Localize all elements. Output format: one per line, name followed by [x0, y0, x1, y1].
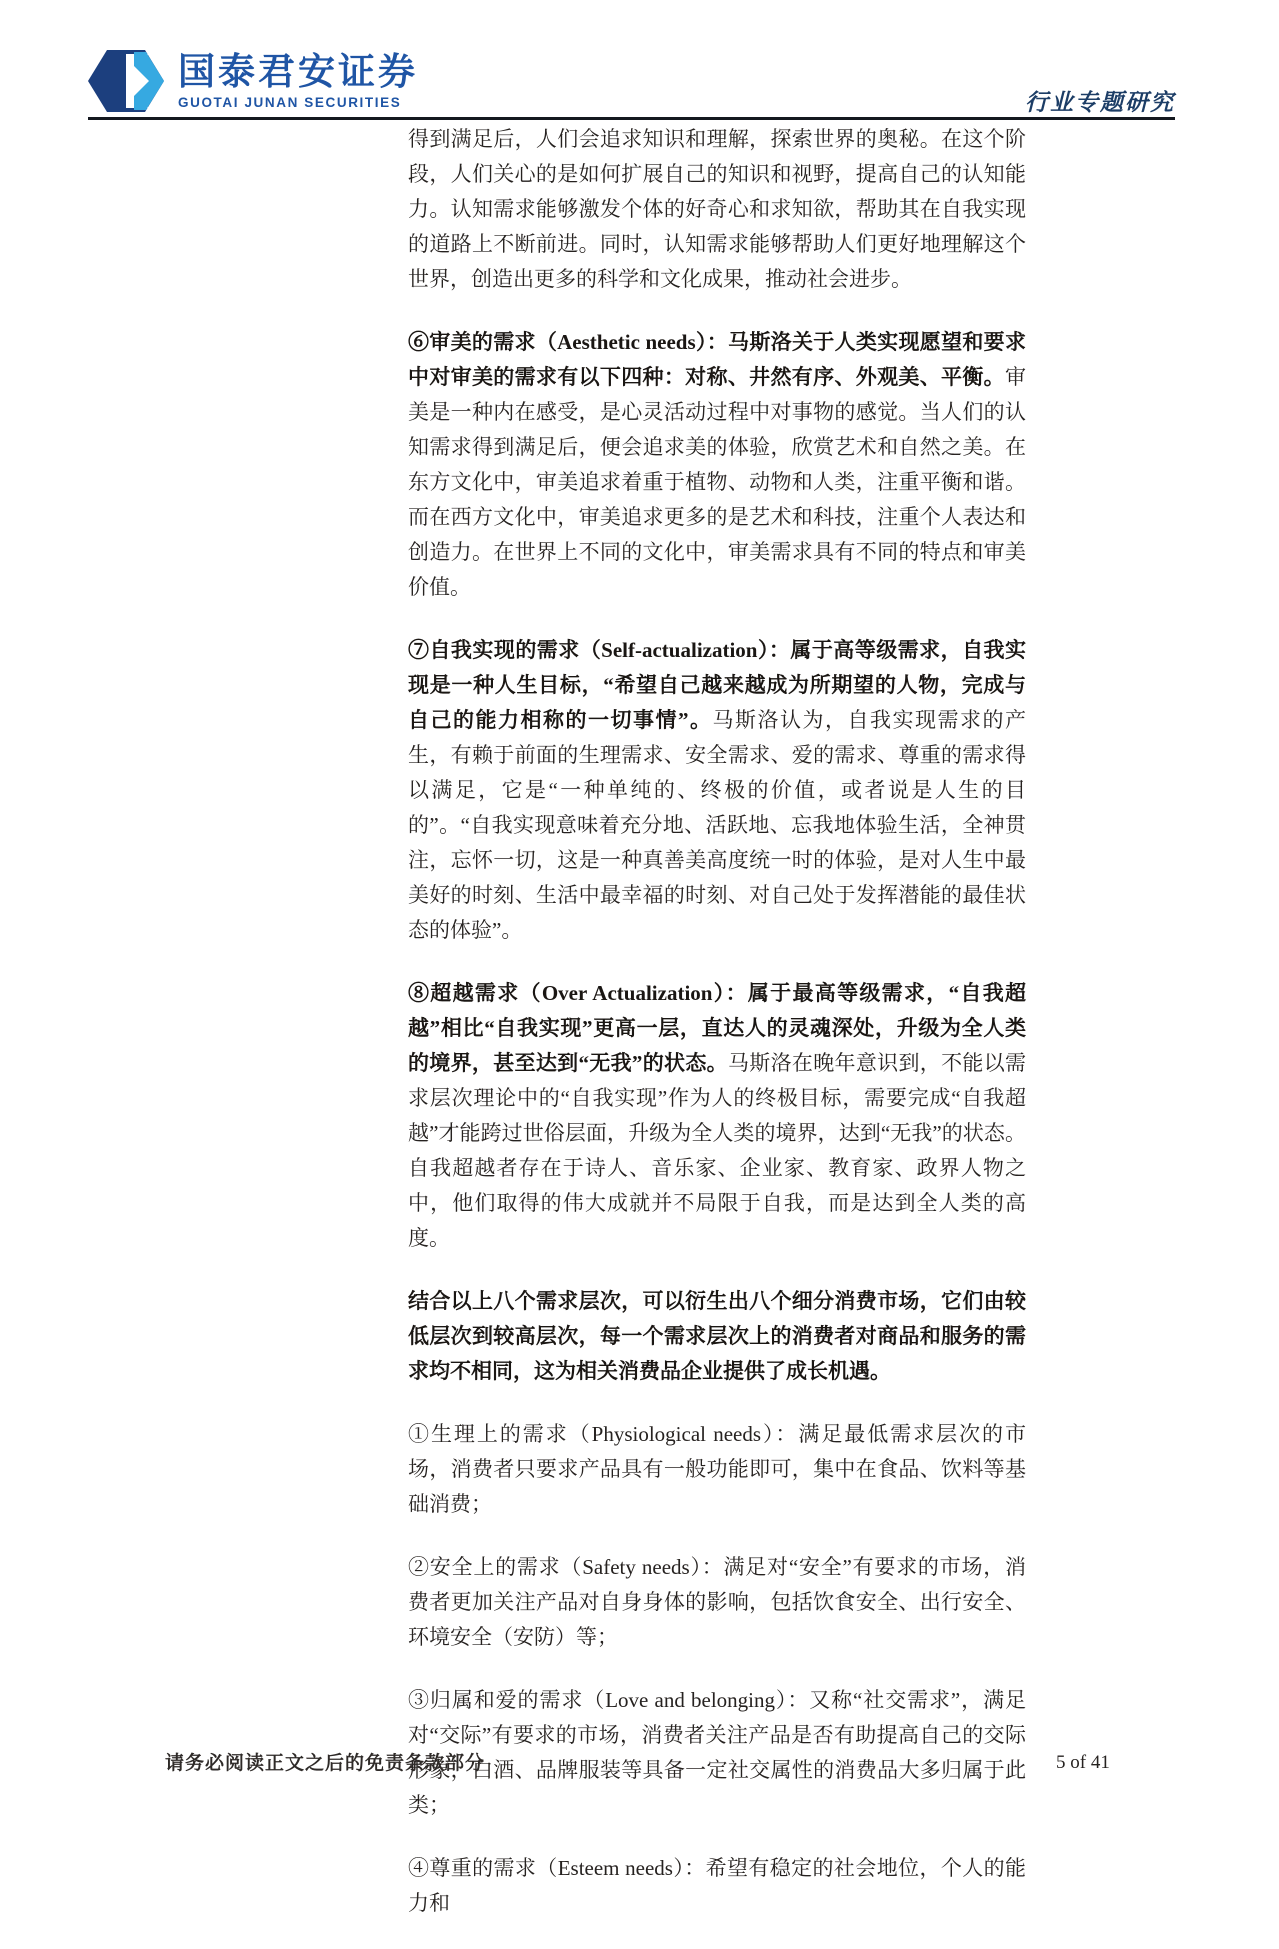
paragraph-lead: ⑦自我实现的需求（Self-actualization）：属于高等级需求，自我实现是一种人生目标，“希望自己越来越成为所期望的人物，完成与自己的能力相称的一切事情”。 — [408, 638, 1026, 732]
paragraph-text: ③归属和爱的需求（Love and belonging）：又称“社交需求”，满足对“交际”有要求的市场，消费者关注产品是否有助提高自己的交际形象，白酒、品牌服装等具备一定社交属性的消费品大多归属于此类； — [408, 1688, 1026, 1817]
paragraph-text: 马斯洛认为，自我实现需求的产生，有赖于前面的生理需求、安全需求、爱的需求、尊重的需求得以满足，它是“一种单纯的、终极的价值，或者说是人生的目的”。“自我实现意味着充分地、活跃地、忘我地体验生活，全神贯注，忘怀一切，这是一种真善美高度统一时的体验，是对人生中最美好的时刻、生活中最幸福的时刻、对自己处于发挥潜能的最佳状态的体验”。 — [408, 708, 1026, 942]
paragraph — [408, 976, 1026, 1256]
paragraph — [408, 1550, 1026, 1655]
paragraph-text: 审美是一种内在感受，是心灵活动过程中对事物的感觉。当人们的认知需求得到满足后，便会追求美的体验，欣赏艺术和自然之美。在东方文化中，审美追求着重于植物、动物和人类，注重平衡和谐。而在西方文化中，审美追求更多的是艺术和科技，注重个人表达和创造力。在世界上不同的文化中，审美需求具有不同的特点和审美价值。 — [408, 365, 1026, 599]
paragraph-text: 得到满足后，人们会追求知识和理解，探索世界的奥秘。在这个阶段，人们关心的是如何扩展自己的知识和视野，提高自己的认知能力。认知需求能够激发个体的好奇心和求知欲，帮助其在自我实现的道路上不断前进。同时，认知需求能够帮助人们更好地理解这个世界，创造出更多的科学和文化成果，推动社会进步。 — [408, 127, 1026, 291]
paragraph — [408, 325, 1026, 605]
paragraph-text: ①生理上的需求（Physiological needs）：满足最低需求层次的市场，消费者只要求产品具有一般功能即可，集中在食品、饮料等基础消费； — [408, 1422, 1026, 1516]
paragraph-text: ④尊重的需求（Esteem needs）：希望有稳定的社会地位，个人的能力和 — [408, 1856, 1026, 1915]
paragraph — [408, 633, 1026, 948]
header-divider — [88, 117, 1175, 120]
footer-page-number: 5 of 41 — [1056, 1752, 1110, 1773]
paragraph — [408, 1417, 1026, 1522]
paragraph-lead: ⑥审美的需求（Aesthetic needs）：马斯洛关于人类实现愿望和要求中对审美的需求有以下四种：对称、井然有序、外观美、平衡。 — [408, 330, 1026, 389]
paragraph-lead: ⑧超越需求（Over Actualization）：属于最高等级需求，“自我超越”相比“自我实现”更高一层，直达人的灵魂深处，升级为全人类的境界，甚至达到“无我”的状态。 — [408, 981, 1026, 1075]
paragraph — [408, 1284, 1026, 1389]
guotai-junan-logo — [88, 50, 418, 112]
article-body — [408, 122, 1026, 1949]
report-type-label: 行业专题研究 — [1025, 90, 1175, 115]
paragraph — [408, 122, 1026, 297]
logo-text — [178, 52, 418, 110]
paragraph — [408, 1851, 1026, 1921]
logo-en-label: GUOTAI JUNAN SECURITIES — [178, 94, 402, 110]
paragraph-lead: 结合以上八个需求层次，可以衍生出八个细分消费市场，它们由较低层次到较高层次，每一个需求层次上的消费者对商品和服务的需求均不相同，这为相关消费品企业提供了成长机遇。 — [408, 1289, 1026, 1383]
footer-disclaimer: 请务必阅读正文之后的免责条款部分 — [165, 1753, 486, 1774]
guotai-junan-logo-icon — [88, 50, 164, 112]
paragraph-text: ②安全上的需求（Safety needs）：满足对“安全”有要求的市场，消费者更加关注产品对自身身体的影响，包括饮食安全、出行安全、环境安全（安防）等； — [408, 1555, 1026, 1649]
paragraph — [408, 1683, 1026, 1823]
logo-cn-label: 国泰君安证券 — [178, 51, 418, 93]
paragraph-text: 马斯洛在晚年意识到，不能以需求层次理论中的“自我实现”作为人的终极目标，需要完成“自我超越”才能跨过世俗层面，升级为全人类的境界，达到“无我”的状态。自我超越者存在于诗人、音乐家、企业家、教育家、政界人物之中，他们取得的伟大成就并不局限于自我，而是达到全人类的高度。 — [408, 1051, 1027, 1250]
